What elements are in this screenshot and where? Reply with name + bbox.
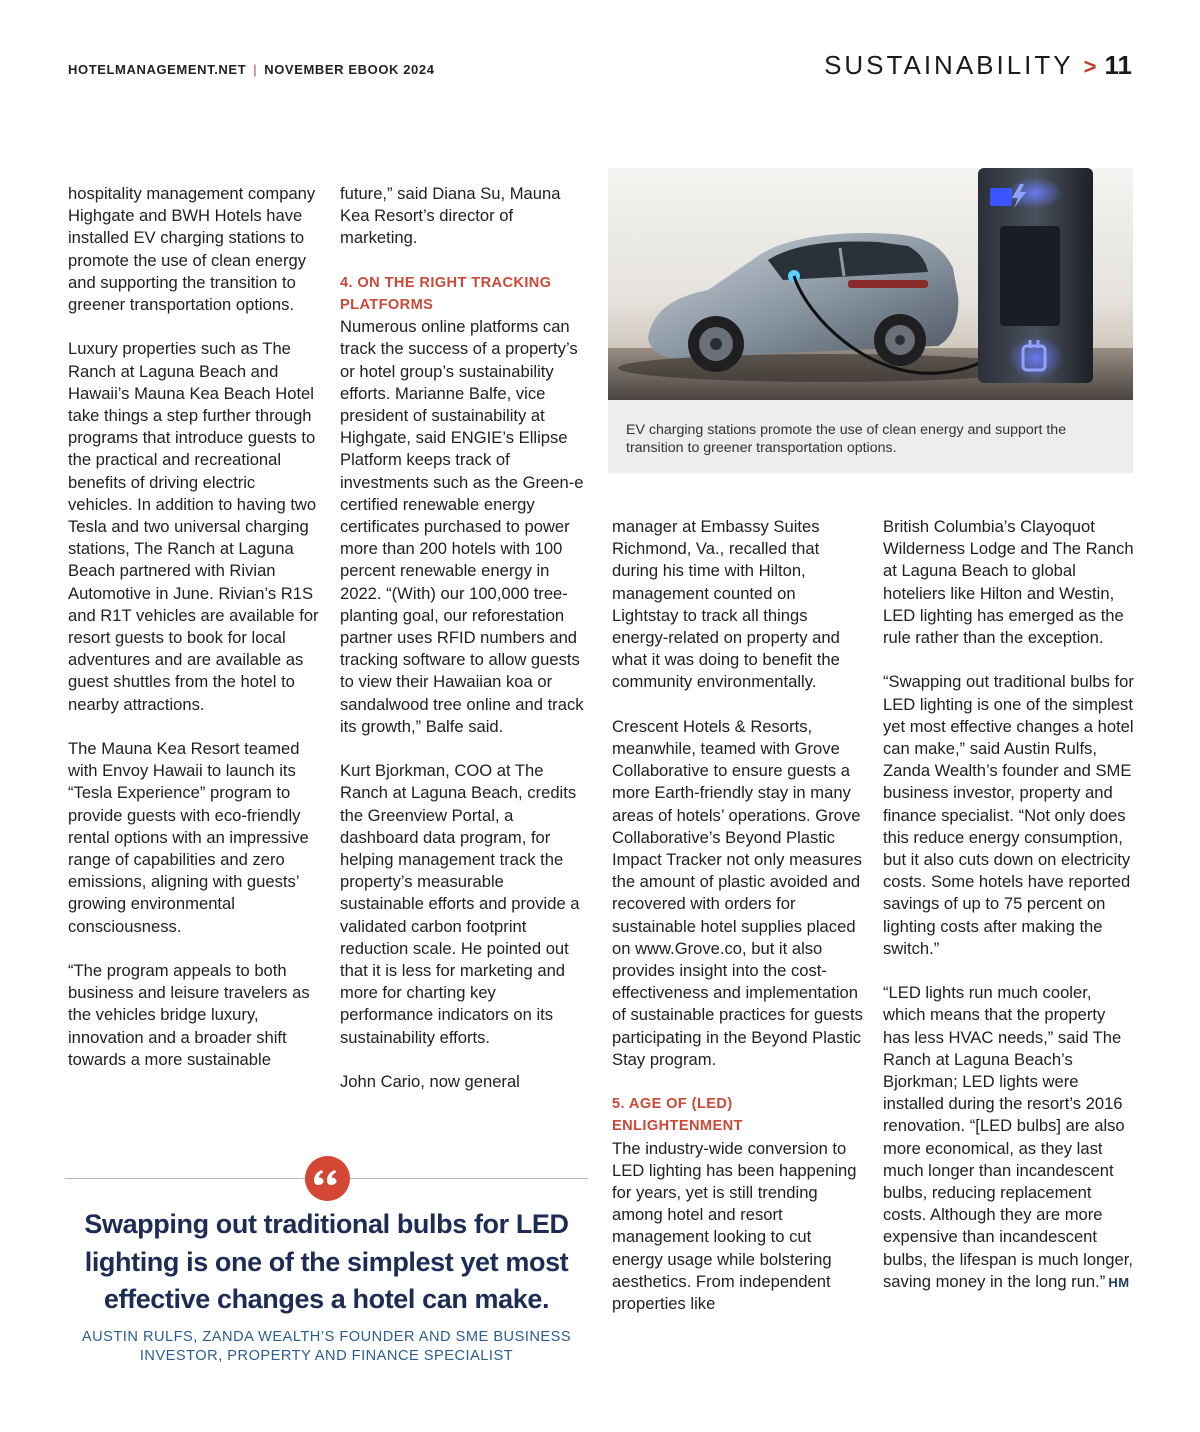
charging-station-illustration	[978, 168, 1093, 383]
section-header	[824, 50, 1132, 81]
paragraph: Kurt Bjorkman, COO at The Ranch at Laguna Beach, credits the Greenview Portal, a dashboard data program, for helping management track the property’s measurable sustainable efforts and provide a validated carbon footprint reduction scale. He pointed out that it is less for marketing and more for charting key performance indicators on its sustainability efforts.	[340, 761, 580, 1047]
paragraph: manager at Embassy Suites Richmond, Va., recalled that during his time with Hilton, management counted on Lightstay to track all things energy-related on property and what it was doing to benefit the community environmentally.	[612, 517, 840, 692]
article-column-4	[883, 516, 1135, 1294]
section-name: SUSTAINABILITY	[824, 50, 1074, 80]
paragraph: Numerous online platforms can track the success of a property’s or hotel group’s sustainability efforts. Marianne Balfe, vice president of sustainability at Highgate, said ENGIE’s Ellipse Platform keeps track of investments such as the Green-e certified renewable energy certificates purchased to power more than 200 hotels with 100 percent renewable energy in 2022. “(With) our 100,000 tree-planting goal, our reforestation partner uses RFID numbers and tracking software to allow guests to view their Hawaiian koa or sandalwood tree online and track its growth,” Balfe said.	[340, 317, 584, 736]
ev-charging-figure	[608, 168, 1133, 473]
article-column-1	[68, 183, 320, 1071]
quote-icon	[305, 1156, 350, 1201]
pull-quote-attribution: AUSTIN RULFS, ZANDA WEALTH’S FOUNDER AND SME BUSINESS INVESTOR, PROPERTY AND FINANCE SPECIALIST	[81, 1329, 572, 1364]
paragraph: Luxury properties such as The Ranch at Laguna Beach and Hawaii’s Mauna Kea Beach Hotel take things a step further through programs that introduce guests to the practical and recreational benefits of driving electric vehicles. In addition to having two Tesla and two universal charging stations, The Ranch at Laguna Beach partnered with Rivian Automotive in June. Rivian’s R1S and R1T vehicles are available for resort guests to book for local adventures and are available as guest shuttles from the hotel to nearby attractions.	[68, 339, 319, 714]
paragraph	[883, 982, 1135, 1294]
publication-name: HOTELMANAGEMENT.NET	[68, 62, 247, 77]
header-separator: |	[253, 62, 258, 77]
closing-paragraph: “LED lights run much cooler, which means that the property has less HVAC needs,” said The Ranch at Laguna Beach’s Bjorkman; LED lights were installed during the resort’s 2016 renovation. “[LED bulbs] are also more economical, as they last much longer than incandescent bulbs, reducing replacement costs. Although they are more expensive than incandescent bulbs, the lifespan is much longer, saving money in the long run.”	[883, 983, 1133, 1291]
paragraph: John Cario, now general	[340, 1072, 520, 1092]
section-heading: 5. AGE OF (LED) ENLIGHTENMENT	[612, 1096, 743, 1135]
paragraph: British Columbia’s Clayoquot Wilderness Lodge and The Ranch at Laguna Beach to global hoteliers like Hilton and Westin, LED lighting has emerged as the rule rather than the exception.	[883, 517, 1134, 648]
paragraph: future,” said Diana Su, Mauna Kea Resort’s director of marketing.	[340, 184, 561, 248]
paragraph: “Swapping out traditional bulbs for LED lighting is one of the simplest yet most effective changes a hotel can make,” said Austin Rulfs, Zanda Wealth’s founder and SME business investor, property and finance specialist. “Not only does this reduce energy consumption, but it also cuts down on electricity costs. Some hotels have reported savings of up to 75 percent on lighting costs after making the switch.”	[883, 672, 1134, 958]
paragraph: Crescent Hotels & Resorts, meanwhile, teamed with Grove Collaborative to ensure guests a more Earth-friendly stay in many areas of hotels’ operations. Grove Collaborative’s Beyond Plastic Impact Tracker not only measures the amount of plastic avoided and recovered with orders for sustainable hotel supplies placed on www.Grove.co, but it also provides insight into the cost-effectiveness and implementation of sustainable practices for guests participating in the Beyond Plastic Stay program.	[612, 716, 863, 1069]
page-number: 11	[1104, 50, 1132, 80]
pull-quote-text: Swapping out traditional bulbs for LED lighting is one of the simplest yet most effective changes a hotel can make.	[84, 1209, 569, 1314]
chevron-right-icon: >	[1083, 54, 1097, 79]
paragraph: hospitality management company Highgate and BWH Hotels have installed EV charging stations to promote the use of clean energy and supporting the transition to greener transportation options.	[68, 184, 316, 315]
issue-label: NOVEMBER EBOOK 2024	[264, 62, 435, 77]
article-column-3	[612, 516, 864, 1315]
ev-charging-photo	[608, 168, 1133, 400]
article-column-2	[340, 183, 592, 1093]
paragraph: “The program appeals to both business and leisure travelers as the vehicles bridge luxury, innovation and a broader shift towards a more sustainable	[68, 961, 310, 1069]
end-mark: HM	[1108, 1274, 1130, 1290]
running-header	[68, 62, 435, 77]
figure-caption: EV charging stations promote the use of clean energy and support the transition to greener transportation options.	[626, 422, 1067, 456]
paragraph: The industry-wide conversion to LED lighting has been happening for years, yet is still trending among hotel and resort management looking to cut energy usage while bolstering aesthetics. From independent properties like	[612, 1138, 857, 1314]
section-heading: 4. ON THE RIGHT TRACKING PLATFORMS	[340, 274, 552, 313]
paragraph: The Mauna Kea Resort teamed with Envoy Hawaii to launch its “Tesla Experience” program to provide guests with eco-friendly rental options with an impressive range of capabilities and zero emissions, aligning with guests’ growing environmental consciousness.	[68, 739, 309, 936]
